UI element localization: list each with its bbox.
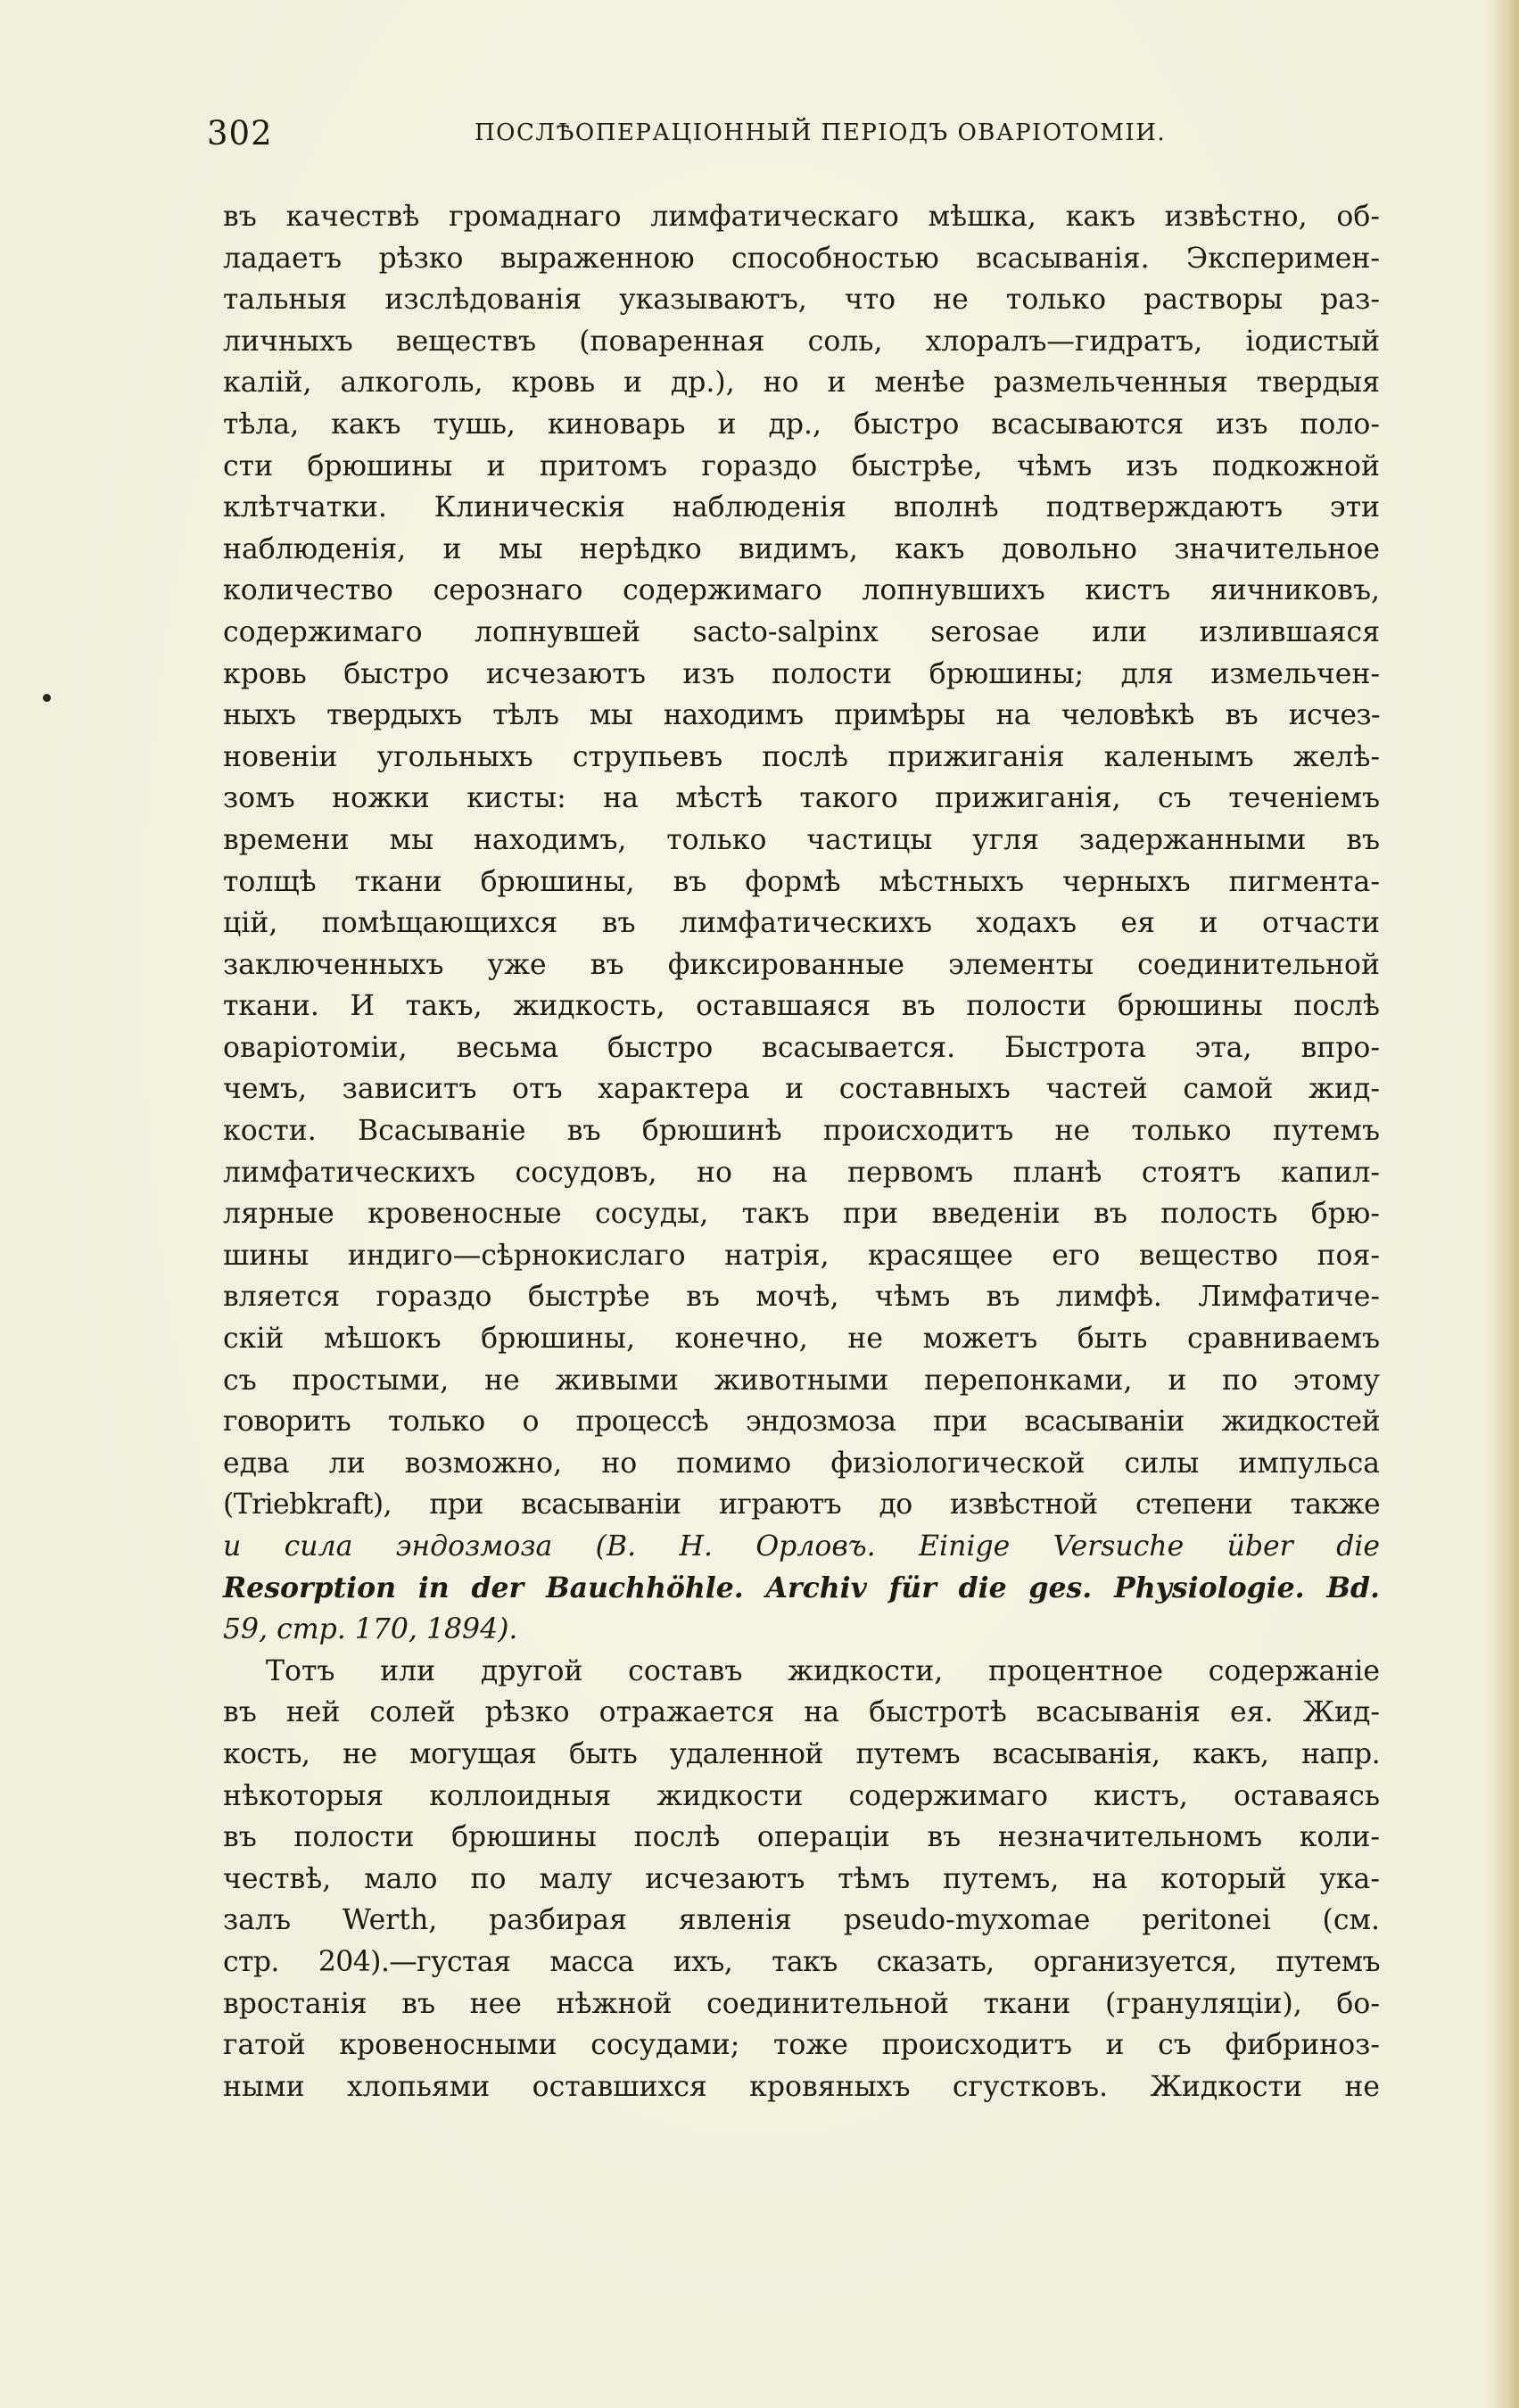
text-line: въ качествѣ громаднаго лимфатическаго мѣшка, какъ извѣстно, об-: [223, 201, 1380, 233]
paragraph-start-line: Тотъ или другой составъ жидкости, процентное содержанiе: [266, 1654, 1380, 1687]
text-line: новенiи угольныхъ струпьевъ послѣ прижиганiя каленымъ желѣ-: [223, 740, 1380, 773]
text-line: содержимаго лопнувшей sacto-salpinx serosae или излившаяся: [223, 615, 1380, 648]
text-line: зомъ ножки кисты: на мѣстѣ такого прижиганiя, съ теченiемъ: [223, 782, 1380, 815]
page-header: [207, 114, 1366, 159]
text-line: ныхъ твердыхъ тѣлъ мы находимъ примѣры на человѣкѣ въ исчез-: [223, 699, 1380, 732]
text-line: стр. 204).—густая масса ихъ, такъ сказать, организуется, путемъ: [223, 1945, 1380, 1978]
text-line: калiй, алкоголь, кровь и др.), но и менѣе размельченныя твердыя: [223, 367, 1380, 400]
text-line: заключенныхъ уже въ фиксированные элементы соединительной: [223, 948, 1380, 981]
text-line: кости. Всасыванiе въ брюшинѣ происходитъ не только путемъ: [223, 1115, 1380, 1148]
text-line: наблюденiя, и мы нерѣдко видимъ, какъ довольно значительное: [223, 532, 1380, 565]
text-line: вляется гораздо быстрѣе въ мочѣ, чѣмъ въ лимфѣ. Лимфатиче-: [223, 1281, 1380, 1314]
text-line: чемъ, зависитъ отъ характера и составныхъ частей самой жид-: [223, 1073, 1380, 1106]
text-line: тальныя изслѣдованiя указываютъ, что не только растворы раз-: [223, 284, 1380, 317]
text-line: ными хлопьями оставшихся кровяныхъ сгустковъ. Жидкости не: [223, 2070, 1380, 2103]
text-line: чествѣ, мало по малу исчезаютъ тѣмъ путемъ, на который ука-: [223, 1862, 1380, 1895]
text-line: личныхъ веществъ (поваренная соль, хлоралъ—гидратъ, iодистый: [223, 325, 1380, 358]
text-line-citation: Resorption in der Bauchhöhle. Archiv für die ges. Physiologie. Bd.: [223, 1571, 1380, 1604]
text-line: тѣла, какъ тушь, киноварь и др., быстро всасываются изъ поло-: [223, 408, 1380, 441]
text-line: едва ли возможно, но помимо физiологической силы импульса: [223, 1447, 1380, 1480]
body-text: [223, 196, 1380, 2107]
text-line: лярные кровеносные сосуды, такъ при введенiи въ полость брю-: [223, 1198, 1380, 1231]
text-line: цiй, помѣщающихся въ лимфатическихъ ходахъ ея и отчасти: [223, 907, 1380, 940]
text-line: кость, не могущая быть удаленной путемъ всасыванiя, какъ, напр.: [223, 1737, 1380, 1770]
text-line: ладаетъ рѣзко выраженною способностью всасыванiя. Эксперимен-: [223, 242, 1380, 275]
text-line: времени мы находимъ, только частицы угля задержанными въ: [223, 823, 1380, 856]
text-line: толщѣ ткани брюшины, въ формѣ мѣстныхъ черныхъ пигмента-: [223, 865, 1380, 898]
text-line: въ ней солей рѣзко отражается на быстротѣ всасыванiя ея. Жид-: [223, 1696, 1380, 1729]
text-line-citation: 59, стр. 170, 1894).: [223, 1613, 518, 1646]
text-line: шины индиго—сѣрнокислаго натрiя, красящее его вещество поя-: [223, 1239, 1380, 1272]
text-line-citation: и сила эндозмоза (В. Н. Орловъ. Einige Versuche über die: [223, 1530, 1380, 1563]
text-line: клѣтчатки. Клиническiя наблюденiя вполнѣ подтверждаютъ эти: [223, 491, 1380, 524]
text-line: оварiотомiи, весьма быстро всасывается. Быстрота эта, впро-: [223, 1031, 1380, 1064]
text-line: ткани. И такъ, жидкость, оставшаяся въ полости брюшины послѣ: [223, 990, 1380, 1023]
text-line: количество серознаго содержимаго лопнувшихъ кистъ яичниковъ,: [223, 574, 1380, 607]
running-title: ПОСЛѢОПЕРАЦIОННЫЙ ПЕРIОДЪ ОВАРIОТОМIИ.: [475, 120, 1167, 146]
text-line: залъ Werth, разбирая явленiя pseudo-myxomae peritonei (см.: [223, 1904, 1380, 1937]
text-line: гатой кровеносными сосудами; тоже происходитъ и съ фибриноз-: [223, 2029, 1380, 2062]
margin-dot: [43, 694, 51, 702]
text-line: кровь быстро исчезаютъ изъ полости брюшины; для измельчен-: [223, 657, 1380, 690]
page-edge-shadow: [1485, 0, 1519, 2408]
page-number: 302: [207, 114, 273, 153]
text-line: лимфатическихъ сосудовъ, но на первомъ планѣ стоятъ капил-: [223, 1156, 1380, 1189]
text-line: съ простыми, не живыми животными перепонками, и по этому: [223, 1364, 1380, 1397]
text-line: въ полости брюшины послѣ операцiи въ незначительномъ коли-: [223, 1821, 1380, 1854]
text-line: вростанiя въ нее нѣжной соединительной ткани (грануляцiи), бо-: [223, 1987, 1380, 2020]
text-line: нѣкоторыя коллоидныя жидкости содержимаго кистъ, оставаясь: [223, 1779, 1380, 1812]
text-line: (Triebkraft), при всасыванiи играютъ до извѣстной степени также: [223, 1489, 1380, 1521]
text-line: скiй мѣшокъ брюшины, конечно, не можетъ быть сравниваемъ: [223, 1323, 1380, 1356]
text-line: говорить только о процессѣ эндозмоза при всасыванiи жидкостей: [223, 1406, 1380, 1439]
text-line: сти брюшины и притомъ гораздо быстрѣе, чѣмъ изъ подкожной: [223, 449, 1380, 482]
